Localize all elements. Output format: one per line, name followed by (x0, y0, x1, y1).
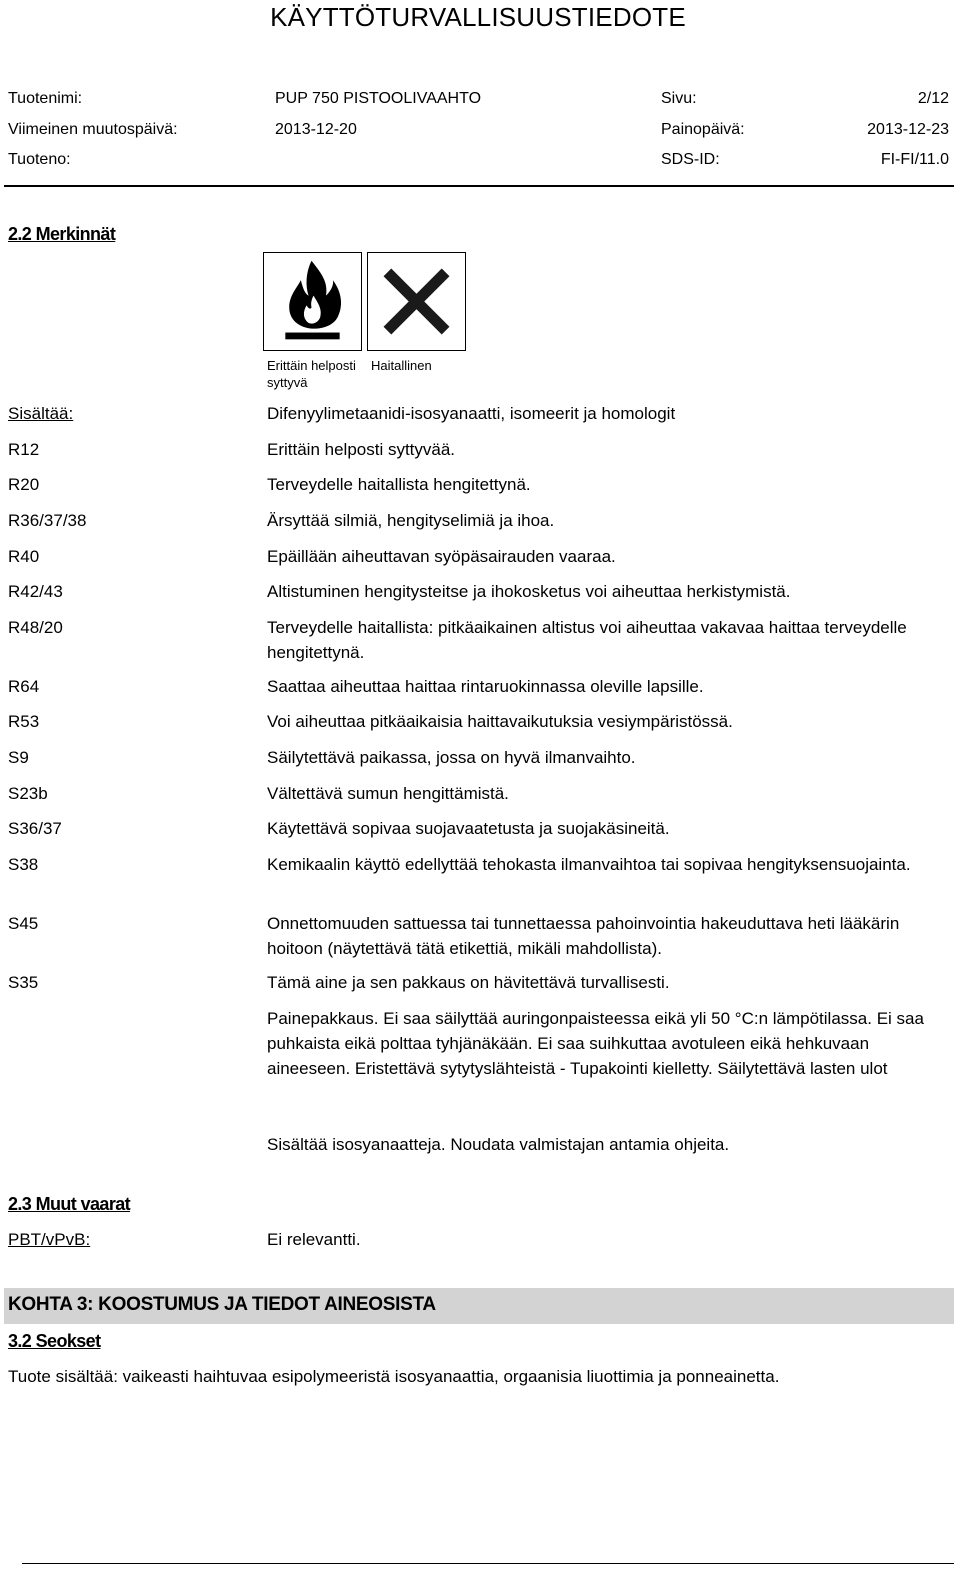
pbt-label: PBT/vPvB: (8, 1230, 91, 1249)
phrase-code: S36/37 (8, 819, 62, 838)
pbt-value: Ei relevantti. (267, 1230, 361, 1249)
phrase-code: S23b (8, 784, 48, 803)
phrase-text: Vältettävä sumun hengittämistä. (267, 784, 509, 803)
flame-icon (264, 253, 361, 350)
phrase-code: S38 (8, 855, 39, 874)
footer-divider (22, 1563, 954, 1564)
phrase-code: R36/37/38 (8, 511, 87, 530)
flame-pictogram (263, 252, 362, 351)
phrase-code: S35 (8, 973, 39, 992)
print-date-label: Painopäivä: (661, 121, 745, 138)
page-number: 2/12 (917, 90, 949, 107)
phrase-text: Käytettävä sopivaa suojavaatetusta ja suojakäsineitä. (267, 819, 670, 838)
isocyanate-note: Sisältää isosyanaatteja. Noudata valmistajan antamia ohjeita. (267, 1135, 730, 1154)
product-name-label: Tuotenimi: (8, 90, 83, 107)
section-2-3-heading: 2.3 Muut vaarat (8, 1194, 131, 1214)
phrase-text: Terveydelle haitallista hengitettynä. (267, 475, 531, 494)
sds-id-value: FI-FI/11.0 (880, 151, 949, 168)
phrase-code: R42/43 (8, 582, 63, 601)
contains-value: Difenyylimetaanidi-isosyanaatti, isomeerit ja homologit (267, 404, 676, 423)
product-number-label: Tuoteno: (8, 151, 71, 168)
phrase-code: R12 (8, 440, 40, 459)
phrase-code: R64 (8, 677, 40, 696)
phrase-text: Erittäin helposti syttyvää. (267, 440, 456, 459)
phrase-text: Altistuminen hengitysteitse ja ihokosketus voi aiheuttaa herkistymistä. (267, 582, 791, 601)
section-3-2-heading: 3.2 Seokset (8, 1331, 101, 1351)
sds-id-label: SDS-ID: (661, 151, 720, 168)
phrase-code: R48/20 (8, 618, 63, 637)
contains-label: Sisältää: (8, 404, 74, 423)
phrase-code: S9 (8, 748, 29, 767)
document-title: KÄYTTÖTURVALLISUUSTIEDOTE (270, 2, 686, 32)
revision-date-value: 2013-12-20 (275, 121, 357, 138)
phrase-text: Onnettomuuden sattuessa tai tunnettaessa pahoinvointia hakeuduttava heti lääkärin hoitoon (näytettävä tätä etikettiä, mikäli mahdollista). (267, 914, 900, 958)
phrase-text: Terveydelle haitallista: pitkäaikainen altistus voi aiheuttaa vakavaa haittaa terveydelle hengitettynä. (267, 618, 907, 662)
cross-pictogram (367, 252, 466, 351)
product-name-value: PUP 750 PISTOOLIVAAHTO (275, 90, 482, 107)
page-label: Sivu: (661, 90, 697, 107)
phrase-text: Epäillään aiheuttavan syöpäsairauden vaaraa. (267, 547, 616, 566)
phrase-text: Tämä aine ja sen pakkaus on hävitettävä turvallisesti. (267, 973, 670, 992)
section-3-title: KOHTA 3: KOOSTUMUS JA TIEDOT AINEOSISTA (8, 1294, 436, 1315)
phrase-code: R20 (8, 475, 40, 494)
phrase-text: Kemikaalin käyttö edellyttää tehokasta ilmanvaihtoa tai sopivaa hengityksensuojainta. (267, 855, 911, 874)
phrase-text: Säilytettävä paikassa, jossa on hyvä ilmanvaihto. (267, 748, 636, 767)
phrase-text: Ärsyttää silmiä, hengityselimiä ja ihoa. (267, 511, 555, 530)
header-divider (4, 185, 954, 187)
revision-date-label: Viimeinen muutospäivä: (8, 121, 178, 138)
flame-pictogram-label: Erittäin helposti syttyvä (267, 358, 356, 390)
cross-pictogram-label: Haitallinen (371, 358, 432, 373)
section-2-2-heading: 2.2 Merkinnät (8, 224, 116, 244)
phrase-text: Saattaa aiheuttaa haittaa rintaruokinnassa oleville lapsille. (267, 677, 704, 696)
mixture-description: Tuote sisältää: vaikeasti haihtuvaa esipolymeeristä isosyanaattia, orgaanisia liuottimia ja ponneainetta. (8, 1367, 780, 1386)
print-date-value: 2013-12-23 (867, 121, 949, 138)
extra-statement-paragraph: Painepakkaus. Ei saa säilyttää auringonpaisteessa eikä yli 50 °C:n lämpötilassa. Ei saa puhkaista eikä polttaa tyhjänäkään. Ei saa suihkuttaa avotuleen eikä hehkuvaan aineeseen. Eristettävä sytytyslähteistä - Tupakointi kielletty. Säilytettävä lasten ulot (267, 1009, 924, 1078)
phrase-code: S45 (8, 914, 39, 933)
cross-icon (368, 253, 465, 350)
phrase-text: Voi aiheuttaa pitkäaikaisia haittavaikutuksia vesiympäristössä. (267, 712, 733, 731)
phrase-code: R53 (8, 712, 40, 731)
phrase-code: R40 (8, 547, 40, 566)
